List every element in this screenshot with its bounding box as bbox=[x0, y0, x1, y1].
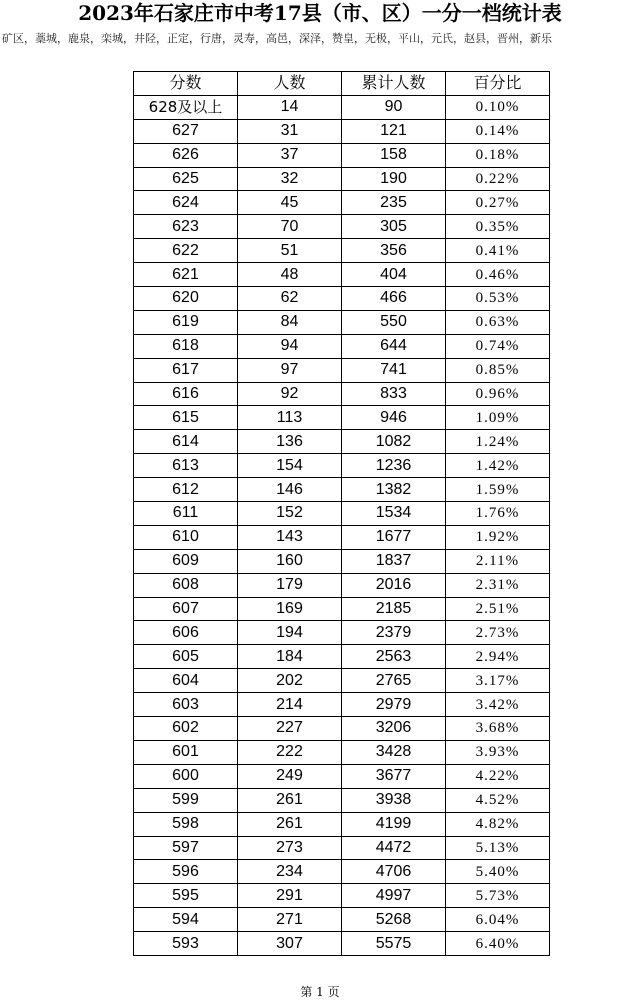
percentage-cell: 0.27% bbox=[446, 191, 550, 215]
table-row bbox=[134, 191, 550, 215]
table-row bbox=[134, 310, 550, 334]
page-title: 2023年石家庄市中考17县（市、区）一分一档统计表 bbox=[78, 1, 562, 25]
score-cell: 620 bbox=[134, 287, 238, 311]
score-cell: 595 bbox=[134, 884, 238, 908]
score-cell: 602 bbox=[134, 717, 238, 741]
count-cell: 234 bbox=[238, 860, 342, 884]
percentage-cell: 4.22% bbox=[446, 764, 550, 788]
count-cell: 14 bbox=[238, 95, 342, 119]
score-cell: 599 bbox=[134, 788, 238, 812]
table-row bbox=[134, 764, 550, 788]
percentage-cell: 5.40% bbox=[446, 860, 550, 884]
cumulative-cell: 158 bbox=[342, 143, 446, 167]
cumulative-cell: 90 bbox=[342, 95, 446, 119]
score-cell: 627 bbox=[134, 119, 238, 143]
count-cell: 62 bbox=[238, 287, 342, 311]
score-cell: 624 bbox=[134, 191, 238, 215]
cumulative-cell: 833 bbox=[342, 382, 446, 406]
percentage-cell: 0.53% bbox=[446, 287, 550, 311]
table-row bbox=[134, 263, 550, 287]
score-cell: 600 bbox=[134, 764, 238, 788]
table-row bbox=[134, 693, 550, 717]
score-cell: 622 bbox=[134, 239, 238, 263]
score-cell: 593 bbox=[134, 932, 238, 956]
score-cell: 611 bbox=[134, 502, 238, 526]
count-cell: 184 bbox=[238, 645, 342, 669]
table-row bbox=[134, 549, 550, 573]
table-row bbox=[134, 669, 550, 693]
table-row bbox=[134, 502, 550, 526]
percentage-cell: 0.85% bbox=[446, 358, 550, 382]
score-cell: 608 bbox=[134, 573, 238, 597]
score-cell: 628及以上 bbox=[134, 95, 238, 119]
page-number: 第 1 页 bbox=[300, 985, 340, 999]
count-cell: 94 bbox=[238, 334, 342, 358]
table-row bbox=[134, 860, 550, 884]
count-cell: 152 bbox=[238, 502, 342, 526]
table-row bbox=[134, 215, 550, 239]
count-cell: 307 bbox=[238, 932, 342, 956]
score-cell: 596 bbox=[134, 860, 238, 884]
count-cell: 261 bbox=[238, 812, 342, 836]
percentage-cell: 0.14% bbox=[446, 119, 550, 143]
count-cell: 222 bbox=[238, 740, 342, 764]
percentage-cell: 0.74% bbox=[446, 334, 550, 358]
cumulative-cell: 644 bbox=[342, 334, 446, 358]
cumulative-cell: 5575 bbox=[342, 932, 446, 956]
score-cell: 597 bbox=[134, 836, 238, 860]
percentage-cell: 4.52% bbox=[446, 788, 550, 812]
count-cell: 169 bbox=[238, 597, 342, 621]
percentage-cell: 1.76% bbox=[446, 502, 550, 526]
count-cell: 97 bbox=[238, 358, 342, 382]
count-cell: 227 bbox=[238, 717, 342, 741]
score-cell: 618 bbox=[134, 334, 238, 358]
table-body bbox=[134, 95, 550, 955]
percentage-cell: 0.18% bbox=[446, 143, 550, 167]
percentage-cell: 3.93% bbox=[446, 740, 550, 764]
score-cell: 614 bbox=[134, 430, 238, 454]
count-cell: 291 bbox=[238, 884, 342, 908]
score-cell: 603 bbox=[134, 693, 238, 717]
percentage-cell: 2.51% bbox=[446, 597, 550, 621]
table-row bbox=[134, 478, 550, 502]
percentage-cell: 6.04% bbox=[446, 908, 550, 932]
cumulative-cell: 741 bbox=[342, 358, 446, 382]
score-cell: 610 bbox=[134, 525, 238, 549]
count-cell: 31 bbox=[238, 119, 342, 143]
percentage-cell: 3.17% bbox=[446, 669, 550, 693]
cumulative-cell: 4199 bbox=[342, 812, 446, 836]
cumulative-cell: 1677 bbox=[342, 525, 446, 549]
table-row bbox=[134, 454, 550, 478]
table-row bbox=[134, 597, 550, 621]
cumulative-cell: 550 bbox=[342, 310, 446, 334]
percentage-cell: 0.46% bbox=[446, 263, 550, 287]
table-row bbox=[134, 358, 550, 382]
table-row bbox=[134, 908, 550, 932]
table-row bbox=[134, 119, 550, 143]
cumulative-cell: 4997 bbox=[342, 884, 446, 908]
cumulative-cell: 404 bbox=[342, 263, 446, 287]
percentage-cell: 0.63% bbox=[446, 310, 550, 334]
cumulative-cell: 190 bbox=[342, 167, 446, 191]
table-row bbox=[134, 884, 550, 908]
count-cell: 51 bbox=[238, 239, 342, 263]
count-cell: 84 bbox=[238, 310, 342, 334]
cumulative-cell: 356 bbox=[342, 239, 446, 263]
score-distribution-table bbox=[133, 71, 550, 956]
count-cell: 32 bbox=[238, 167, 342, 191]
score-cell: 621 bbox=[134, 263, 238, 287]
count-cell: 202 bbox=[238, 669, 342, 693]
table-row bbox=[134, 717, 550, 741]
count-cell: 45 bbox=[238, 191, 342, 215]
table-row bbox=[134, 95, 550, 119]
score-cell: 613 bbox=[134, 454, 238, 478]
score-cell: 612 bbox=[134, 478, 238, 502]
percentage-cell: 2.11% bbox=[446, 549, 550, 573]
header-cumulative: 累计人数 bbox=[342, 72, 446, 96]
percentage-cell: 0.22% bbox=[446, 167, 550, 191]
count-cell: 154 bbox=[238, 454, 342, 478]
percentage-cell: 1.24% bbox=[446, 430, 550, 454]
score-cell: 604 bbox=[134, 669, 238, 693]
cumulative-cell: 2016 bbox=[342, 573, 446, 597]
count-cell: 271 bbox=[238, 908, 342, 932]
count-cell: 194 bbox=[238, 621, 342, 645]
table-row bbox=[134, 525, 550, 549]
percentage-cell: 2.73% bbox=[446, 621, 550, 645]
cumulative-cell: 2185 bbox=[342, 597, 446, 621]
percentage-cell: 1.59% bbox=[446, 478, 550, 502]
table-row bbox=[134, 167, 550, 191]
table-row bbox=[134, 334, 550, 358]
percentage-cell: 2.31% bbox=[446, 573, 550, 597]
header-count: 人数 bbox=[238, 72, 342, 96]
percentage-cell: 5.73% bbox=[446, 884, 550, 908]
table-row bbox=[134, 645, 550, 669]
cumulative-cell: 3938 bbox=[342, 788, 446, 812]
count-cell: 146 bbox=[238, 478, 342, 502]
header-score: 分数 bbox=[134, 72, 238, 96]
cumulative-cell: 5268 bbox=[342, 908, 446, 932]
score-cell: 616 bbox=[134, 382, 238, 406]
table-row bbox=[134, 430, 550, 454]
cumulative-cell: 305 bbox=[342, 215, 446, 239]
score-cell: 606 bbox=[134, 621, 238, 645]
cumulative-cell: 2979 bbox=[342, 693, 446, 717]
score-cell: 609 bbox=[134, 549, 238, 573]
cumulative-cell: 3206 bbox=[342, 717, 446, 741]
score-cell: 605 bbox=[134, 645, 238, 669]
count-cell: 92 bbox=[238, 382, 342, 406]
table-header-row bbox=[134, 72, 550, 96]
table-row bbox=[134, 406, 550, 430]
cumulative-cell: 1837 bbox=[342, 549, 446, 573]
percentage-cell: 2.94% bbox=[446, 645, 550, 669]
score-cell: 617 bbox=[134, 358, 238, 382]
cumulative-cell: 1534 bbox=[342, 502, 446, 526]
count-cell: 249 bbox=[238, 764, 342, 788]
percentage-cell: 5.13% bbox=[446, 836, 550, 860]
cumulative-cell: 2765 bbox=[342, 669, 446, 693]
table-row bbox=[134, 573, 550, 597]
header-percentage: 百分比 bbox=[446, 72, 550, 96]
table-row bbox=[134, 382, 550, 406]
count-cell: 113 bbox=[238, 406, 342, 430]
cumulative-cell: 235 bbox=[342, 191, 446, 215]
table-row bbox=[134, 621, 550, 645]
cumulative-cell: 946 bbox=[342, 406, 446, 430]
score-cell: 615 bbox=[134, 406, 238, 430]
cumulative-cell: 4472 bbox=[342, 836, 446, 860]
table-row bbox=[134, 932, 550, 956]
table-row bbox=[134, 812, 550, 836]
percentage-cell: 0.35% bbox=[446, 215, 550, 239]
cumulative-cell: 1382 bbox=[342, 478, 446, 502]
district-list: 矿区，藁城，鹿泉，栾城，井陉，正定，行唐，灵寿，高邑，深泽，赞皇，无极，平山，元氏，赵县，晋州，新乐 bbox=[2, 32, 552, 45]
count-cell: 70 bbox=[238, 215, 342, 239]
percentage-cell: 0.96% bbox=[446, 382, 550, 406]
table-row bbox=[134, 239, 550, 263]
percentage-cell: 1.09% bbox=[446, 406, 550, 430]
score-cell: 626 bbox=[134, 143, 238, 167]
cumulative-cell: 2379 bbox=[342, 621, 446, 645]
table-row bbox=[134, 788, 550, 812]
count-cell: 273 bbox=[238, 836, 342, 860]
cumulative-cell: 3428 bbox=[342, 740, 446, 764]
percentage-cell: 1.42% bbox=[446, 454, 550, 478]
table-row bbox=[134, 287, 550, 311]
score-cell: 598 bbox=[134, 812, 238, 836]
percentage-cell: 1.92% bbox=[446, 525, 550, 549]
cumulative-cell: 4706 bbox=[342, 860, 446, 884]
score-cell: 625 bbox=[134, 167, 238, 191]
table-row bbox=[134, 836, 550, 860]
count-cell: 48 bbox=[238, 263, 342, 287]
count-cell: 136 bbox=[238, 430, 342, 454]
table-row bbox=[134, 143, 550, 167]
cumulative-cell: 1082 bbox=[342, 430, 446, 454]
count-cell: 261 bbox=[238, 788, 342, 812]
table-row bbox=[134, 740, 550, 764]
score-cell: 619 bbox=[134, 310, 238, 334]
count-cell: 37 bbox=[238, 143, 342, 167]
percentage-cell: 3.42% bbox=[446, 693, 550, 717]
count-cell: 214 bbox=[238, 693, 342, 717]
percentage-cell: 0.10% bbox=[446, 95, 550, 119]
cumulative-cell: 1236 bbox=[342, 454, 446, 478]
percentage-cell: 0.41% bbox=[446, 239, 550, 263]
percentage-cell: 3.68% bbox=[446, 717, 550, 741]
percentage-cell: 6.40% bbox=[446, 932, 550, 956]
cumulative-cell: 466 bbox=[342, 287, 446, 311]
count-cell: 179 bbox=[238, 573, 342, 597]
cumulative-cell: 121 bbox=[342, 119, 446, 143]
count-cell: 143 bbox=[238, 525, 342, 549]
score-cell: 601 bbox=[134, 740, 238, 764]
cumulative-cell: 3677 bbox=[342, 764, 446, 788]
score-cell: 607 bbox=[134, 597, 238, 621]
score-cell: 594 bbox=[134, 908, 238, 932]
percentage-cell: 4.82% bbox=[446, 812, 550, 836]
cumulative-cell: 2563 bbox=[342, 645, 446, 669]
count-cell: 160 bbox=[238, 549, 342, 573]
score-cell: 623 bbox=[134, 215, 238, 239]
